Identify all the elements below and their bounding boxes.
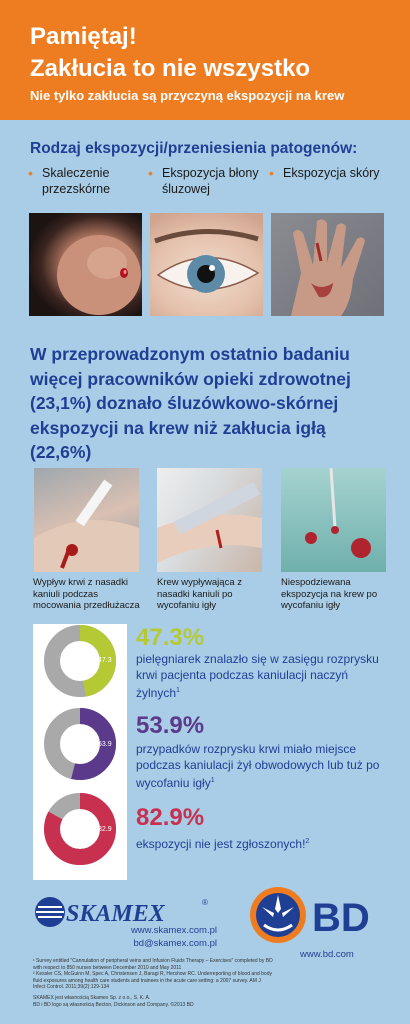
cannula-illustration: [34, 468, 139, 572]
skamex-wordmark: SKAMEX: [66, 901, 165, 927]
bullet-icon: •: [148, 165, 153, 181]
svg-text:®: ®: [202, 898, 208, 907]
footnote-1: ¹ Survey entitled "Cannulation of peripheral veins and Infusion Fluids Therapy – Exercises" completed by BD with respect to 850 nurses between December 2010 and May 2011: [33, 958, 273, 971]
exposure-type-mucosa: [148, 165, 272, 197]
bloody-hand-photo: [271, 213, 384, 316]
exposure-type-label: Skaleczenie przezskórne: [42, 166, 111, 196]
header-subtitle: Nie tylko zakłucia są przyczyną ekspozycji na krew: [30, 88, 345, 103]
cannula-blood-photo: [34, 468, 139, 572]
skamex-email-link[interactable]: bd@skamex.com.pl: [133, 938, 217, 949]
photo-caption: Wypływ krwi z nasadki kaniuli podczas mocowania przedłużacza: [33, 577, 140, 611]
bullet-icon: •: [28, 165, 33, 181]
unexpected-exposure-photo: [281, 468, 386, 572]
exposure-types-heading: Rodzaj ekspozycji/przeniesienia patogenów:: [30, 140, 358, 157]
donut-label: 47.3: [98, 657, 112, 664]
stat-description: pielęgniarek znalazło się w zasięgu rozprysku krwi pacjenta podczas kaniulacji naczyń żylnych$^1$: [136, 652, 379, 700]
stat-percent: 53.9%: [136, 712, 205, 739]
exposure-type-percutaneous: [28, 165, 152, 197]
exposure-type-label: Ekspozycja skóry: [283, 166, 380, 180]
bullet-icon: •: [269, 165, 274, 181]
footnote-2: ² Kessler CS, McGuinn M, Spec A, Christensen J, Baragi R, Hershow RC. Underreporting of blood and body fluid exposures among health care students and trainees in the acute care setting: a 2007 survey. AM J Infect Control. 2011;39(2):129-134: [33, 971, 272, 990]
header-title-line2: Zakłucia to nie wszystko: [30, 55, 311, 82]
splash-illustration: [281, 468, 386, 572]
eye-illustration: [150, 213, 263, 316]
bd-website-link[interactable]: www.bd.com: [300, 949, 354, 960]
study-headline: W przeprowadzonym ostatnio badaniu więcej pracowników opieki zdrowotnej (23,1%) doznało śluzówkowo-skórnej ekspozycji na krew niż zakłucia igłą (22,6%): [30, 344, 351, 462]
donut-label: 53.9: [98, 741, 112, 748]
bd-wordmark: BD: [312, 896, 370, 940]
fingertip-illustration: [29, 213, 142, 316]
header-title-line1: Pamiętaj!: [30, 23, 137, 50]
exposure-type-skin: [269, 165, 393, 181]
ownership-note-skamex: SKAMEX jest własnością Skamex Sp. z o.o., S. K. A.: [33, 995, 151, 1001]
needle-withdrawal-photo: [157, 468, 262, 572]
photo-caption: Niespodziewana ekspozycja na krew po wycofaniu igły: [281, 577, 378, 611]
fingertip-blood-photo: [29, 213, 142, 316]
arm-illustration: [157, 468, 262, 572]
stat-percent: 82.9%: [136, 804, 205, 831]
stat-description: przypadków rozprysku krwi miało miejsce podczas kaniulacji żył obwodowych lub tuż po wycofaniu igły$^1$: [136, 742, 380, 790]
donut-label: 82.9: [98, 826, 112, 833]
exposure-type-label: Ekspozycja błony śluzowej: [162, 166, 259, 196]
skamex-website-link[interactable]: www.skamex.com.pl: [130, 925, 217, 936]
header-banner: [0, 0, 410, 120]
eye-photo: [150, 213, 263, 316]
bd-logo: [248, 885, 393, 945]
skamex-logo: [32, 895, 217, 929]
photo-caption: Krew wypływająca z nasadki kaniuli po wycofaniu igły: [157, 577, 242, 611]
stat-percent: 47.3%: [136, 624, 205, 651]
stat-description: ekspozycji nie jest zgłoszonych!$^2$: [136, 837, 310, 851]
ownership-note-bd: BD i BD logo są własnością Becton, Dickinson and Company. ©2013 BD: [33, 1002, 194, 1008]
hand-illustration: [271, 213, 384, 316]
